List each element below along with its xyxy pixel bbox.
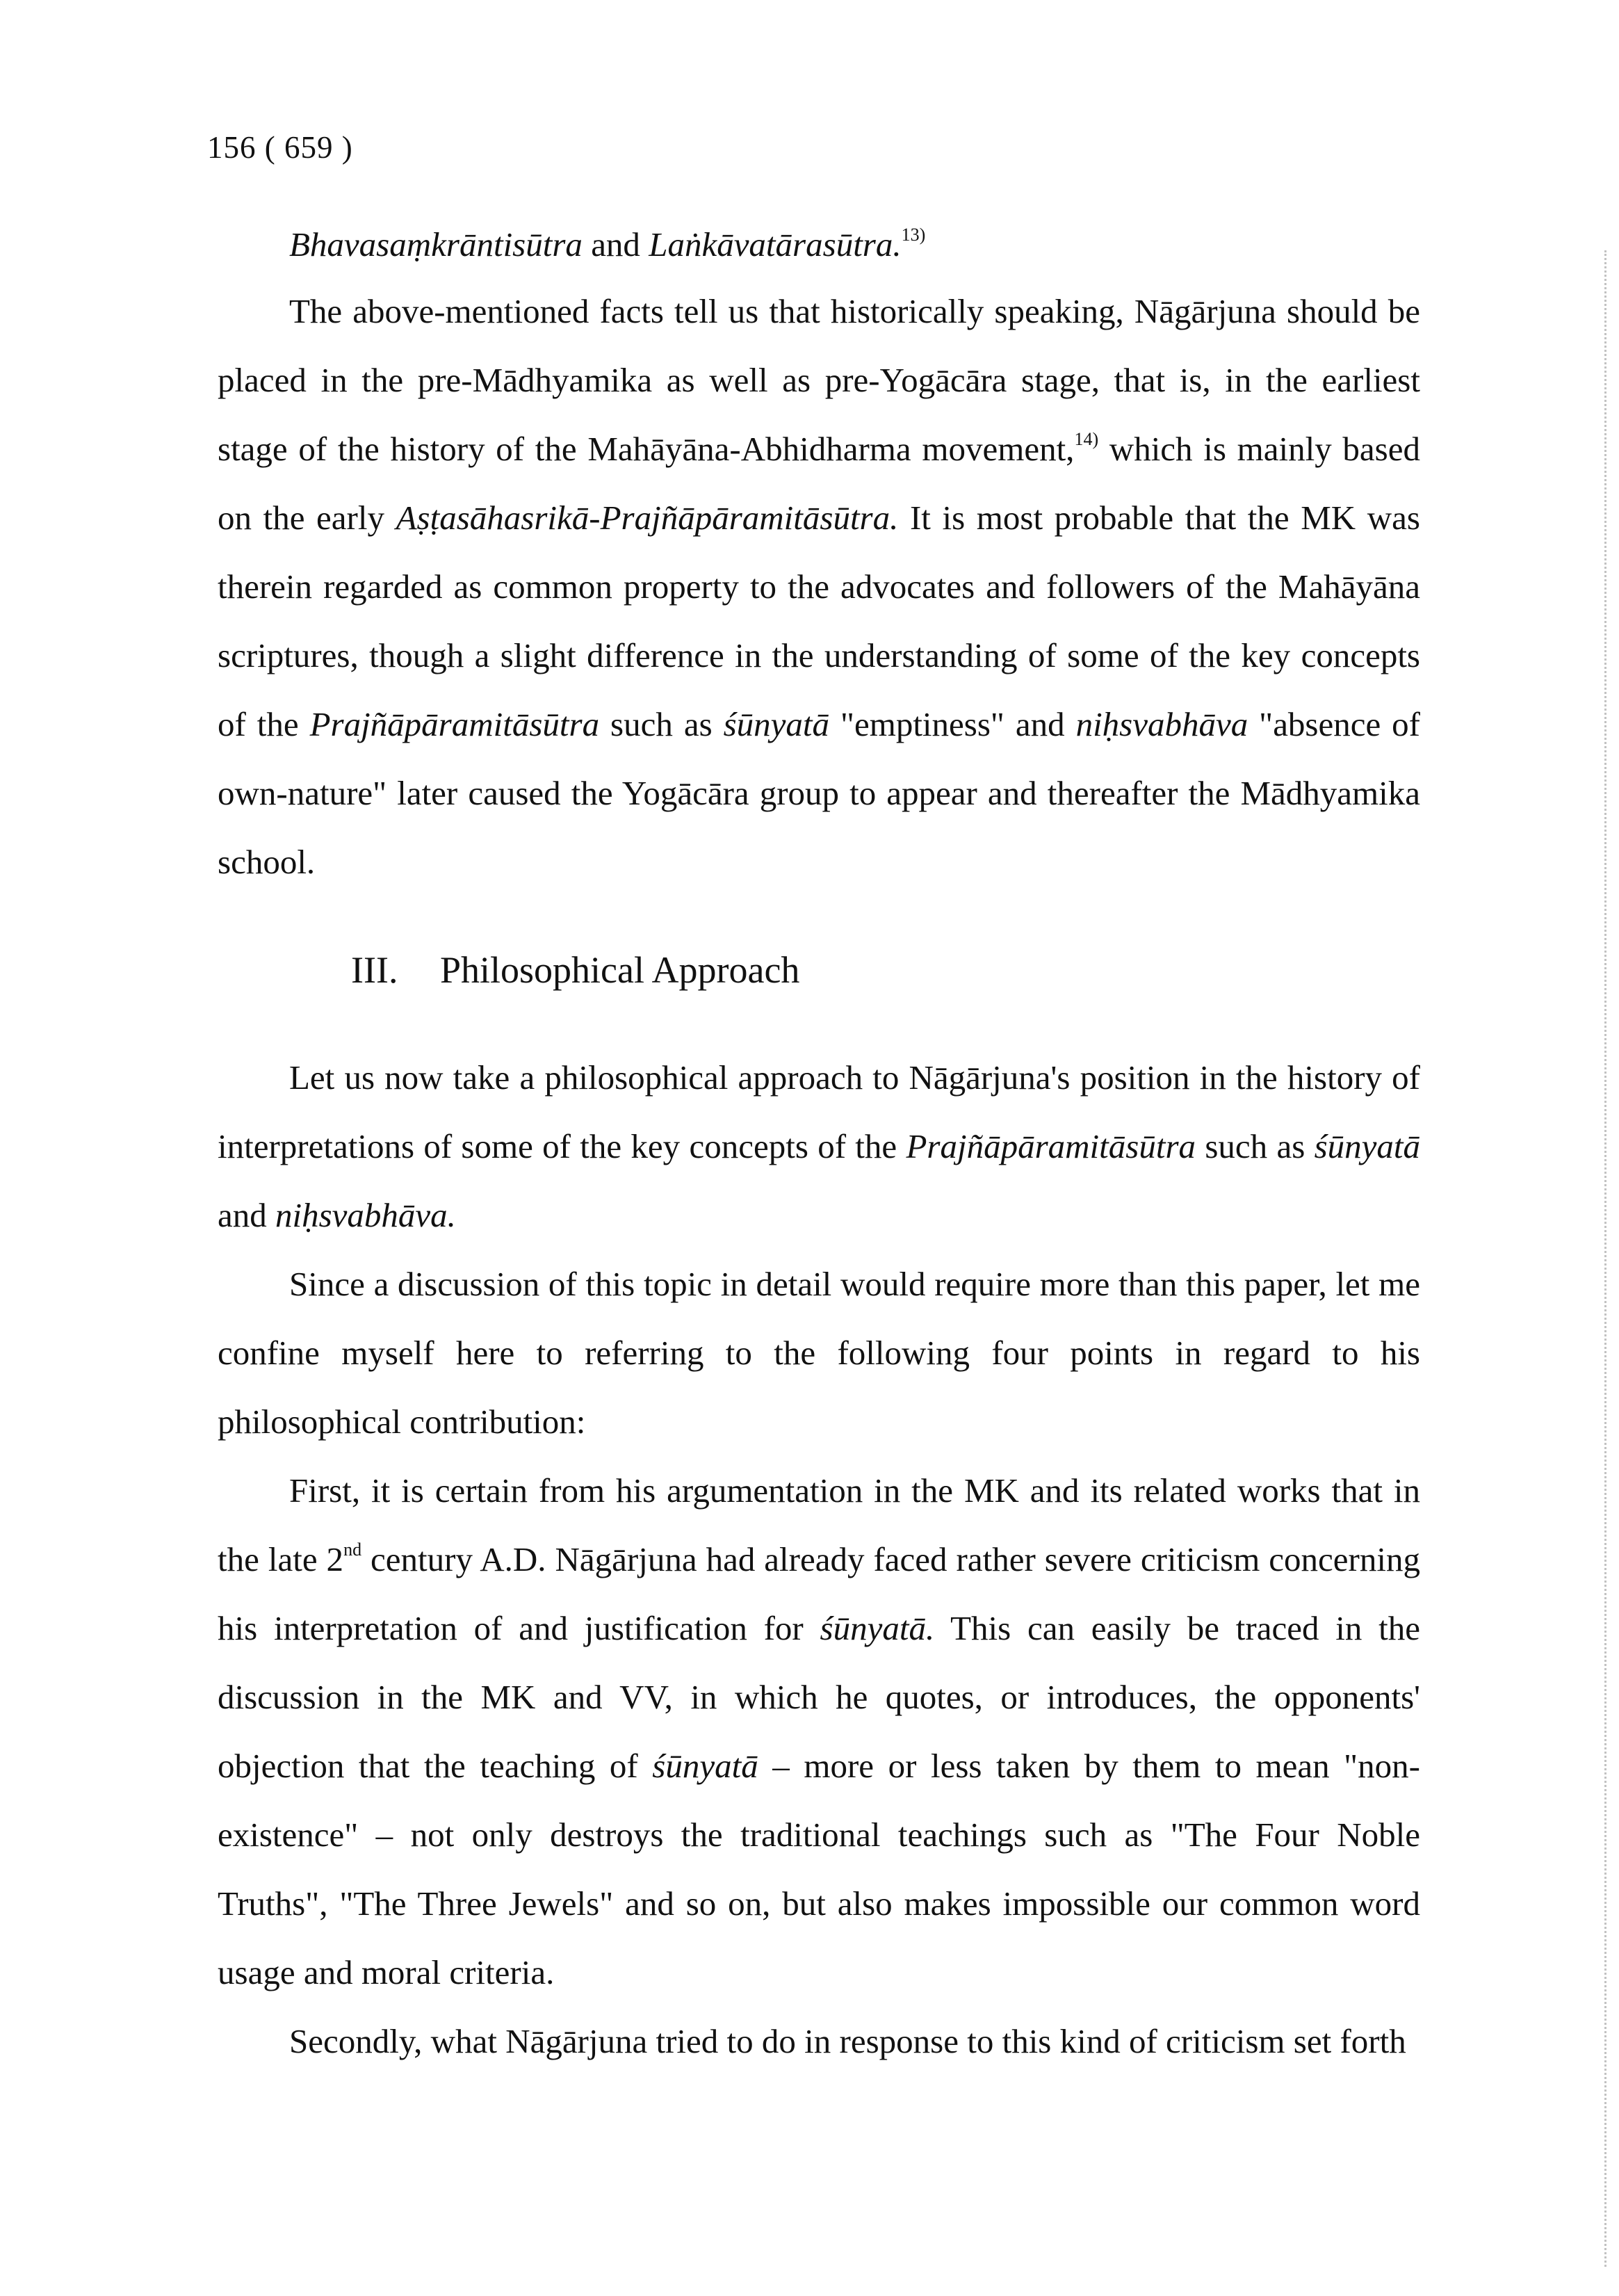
paragraph-text: It is most probable that the MK was therein regarded as common property to the advocates and followers of the Mahāyāna scriptures, though a slight difference in the understanding of some of the key concepts of the [218, 499, 1420, 743]
paragraph-text: such as [1196, 1127, 1315, 1165]
continuation-line [289, 224, 925, 266]
section-body-2 [218, 1043, 1420, 2076]
paragraph-text: which is mainly based on the early [218, 430, 1420, 537]
paragraph-text: "emptiness" and [829, 705, 1076, 743]
term-sunyata: śūnyatā [652, 1747, 758, 1785]
paragraph-text: This can easily be traced in the discussion in the MK and VV, in which he quotes, or introduces, the opponents' objection that the teaching of [218, 1609, 1420, 1785]
paragraph-text: century A.D. Nāgārjuna had already faced rather severe criticism concerning his interpretation of and justification for [218, 1540, 1420, 1647]
paragraph-first-point [218, 1456, 1420, 2007]
term-nihsvabhava: niḥsvabhāva [1075, 705, 1248, 743]
term-sunyata: śūnyatā. [820, 1609, 935, 1647]
paragraph-text: Let us now take a philosophical approach to Nāgārjuna's position in the history of interpretations of some of the key concepts of the [218, 1058, 1420, 1165]
footnote-ref-14[interactable]: 14) [1074, 429, 1099, 449]
paragraph-second-point: Secondly, what Nāgārjuna tried to do in response to this kind of criticism set forth [289, 2022, 1406, 2060]
footnote-ref-13[interactable]: 13) [901, 225, 926, 245]
section-title: Philosophical Approach [440, 949, 800, 991]
page-number: 156 ( 659 ) [207, 130, 353, 165]
scan-edge-marks [1604, 250, 1611, 2267]
paragraph-approach [218, 1043, 1420, 1250]
term-nihsvabhava: niḥsvabhāva. [275, 1196, 456, 1234]
section-number: III. [351, 949, 398, 991]
paragraph-historical [218, 277, 1420, 896]
ordinal-suffix: nd [343, 1539, 362, 1560]
term-prajnaparamitasutra: Prajñāpāramitāsūtra [309, 705, 600, 743]
section-heading [351, 946, 799, 994]
paragraph-text: First, it is certain from his argumentation in the MK and its related works that in the late 2 [218, 1471, 1420, 1578]
paragraph-text: – more or less taken by them to mean "non-existence" – not only destroys the traditional teachings such as "The Four Noble Truths", "The Three Jewels" and so on, but also makes impossible our common word usage and moral criteria. [218, 1747, 1420, 1991]
paragraph-four-points: Since a discussion of this topic in detail would require more than this paper, let me confine myself here to referring to the following four points in regard to his philosophical contribution: [218, 1265, 1420, 1441]
title-lankavatarasutra: Laṅkāvatārasūtra. [649, 225, 902, 264]
term-sunyata: śūnyatā [723, 705, 830, 743]
term-prajnaparamitasutra: Prajñāpāramitāsūtra [906, 1127, 1196, 1165]
section-body-1 [218, 277, 1420, 896]
term-sunyata: śūnyatā [1314, 1127, 1420, 1165]
continuation-text: and [582, 225, 649, 264]
paragraph-text: and [218, 1196, 275, 1234]
paragraph-text: The above-mentioned facts tell us that historically speaking, Nāgārjuna should be placed in the pre-Mādhyamika as well as pre-Yogācāra stage, that is, in the earliest stage of the history of the Mahāyāna-Abhidharma movement, [218, 292, 1420, 468]
paragraph-text: "absence of own-nature" later caused the Yogācāra group to appear and thereafter the Mādhyamika school. [218, 705, 1421, 881]
title-astasahasrika: Aṣṭasāhasrikā-Prajñāpāramitāsūtra. [396, 499, 899, 537]
title-bhavasamkrantisutra: Bhavasaṃkrāntisūtra [289, 225, 583, 264]
paragraph-text: such as [599, 705, 724, 743]
